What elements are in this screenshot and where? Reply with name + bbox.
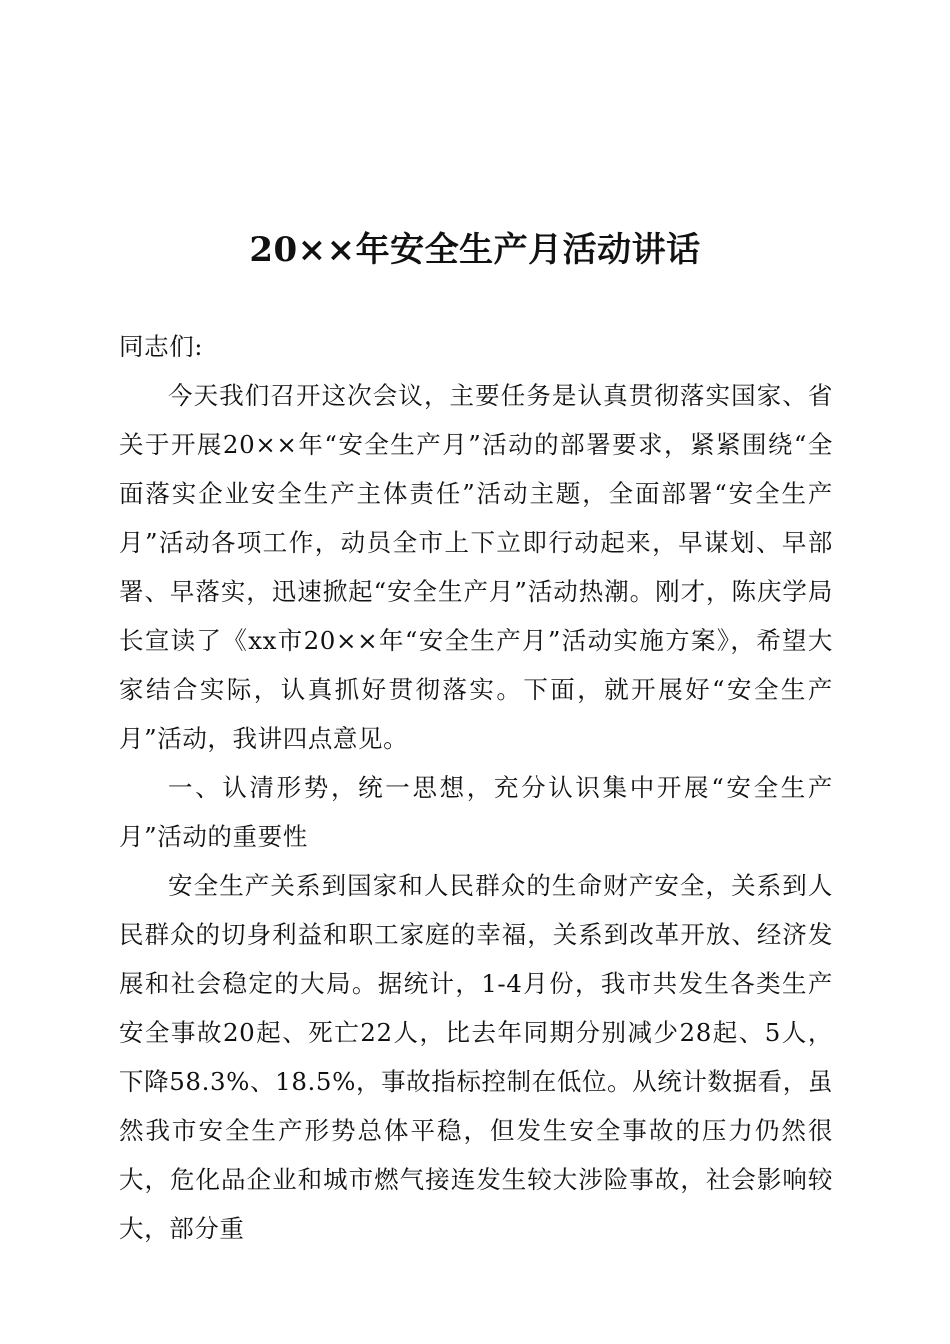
section-heading-1: 一、认清形势，统一思想，充分认识集中开展“安全生产月”活动的重要性: [119, 773, 833, 851]
paragraph-intro: 今天我们召开这次会议，主要任务是认真贯彻落实国家、省关于开展20××年“安全生产月”活动的部署要求，紧紧围绕“全面落实企业安全生产主体责任”活动主题，全面部署“安全生产月”活动各项工作，动员全市上下立即行动起来，早谋划、早部署、早落实，迅速掀起“安全生产月”活动热潮。刚才，陈庆学局长宣读了《xx市20××年“安全生产月”活动实施方案》，希望大家结合实际，认真抓好贯彻落实。下面，就开展好“安全生产月”活动，我讲四点意见。: [119, 381, 833, 753]
salutation: 同志们:: [119, 332, 204, 361]
paragraph-section-1: 安全生产关系到国家和人民群众的生命财产安全，关系到人民群众的切身利益和职工家庭的幸福，关系到改革开放、经济发展和社会稳定的大局。据统计，1-4月份，我市共发生各类生产安全事故20起、死亡22人，比去年同期分别减少28起、5人，下降58.3%、18.5%，事故指标控制在低位。从统计数据看，虽然我市安全生产形势总体平稳，但发生安全事故的压力仍然很大，危化品企业和城市燃气接连发生较大涉险事故，社会影响较大，部分重: [119, 871, 833, 1243]
document-body: [119, 322, 833, 1253]
document-title: 20××年安全生产月活动讲话: [249, 230, 701, 270]
